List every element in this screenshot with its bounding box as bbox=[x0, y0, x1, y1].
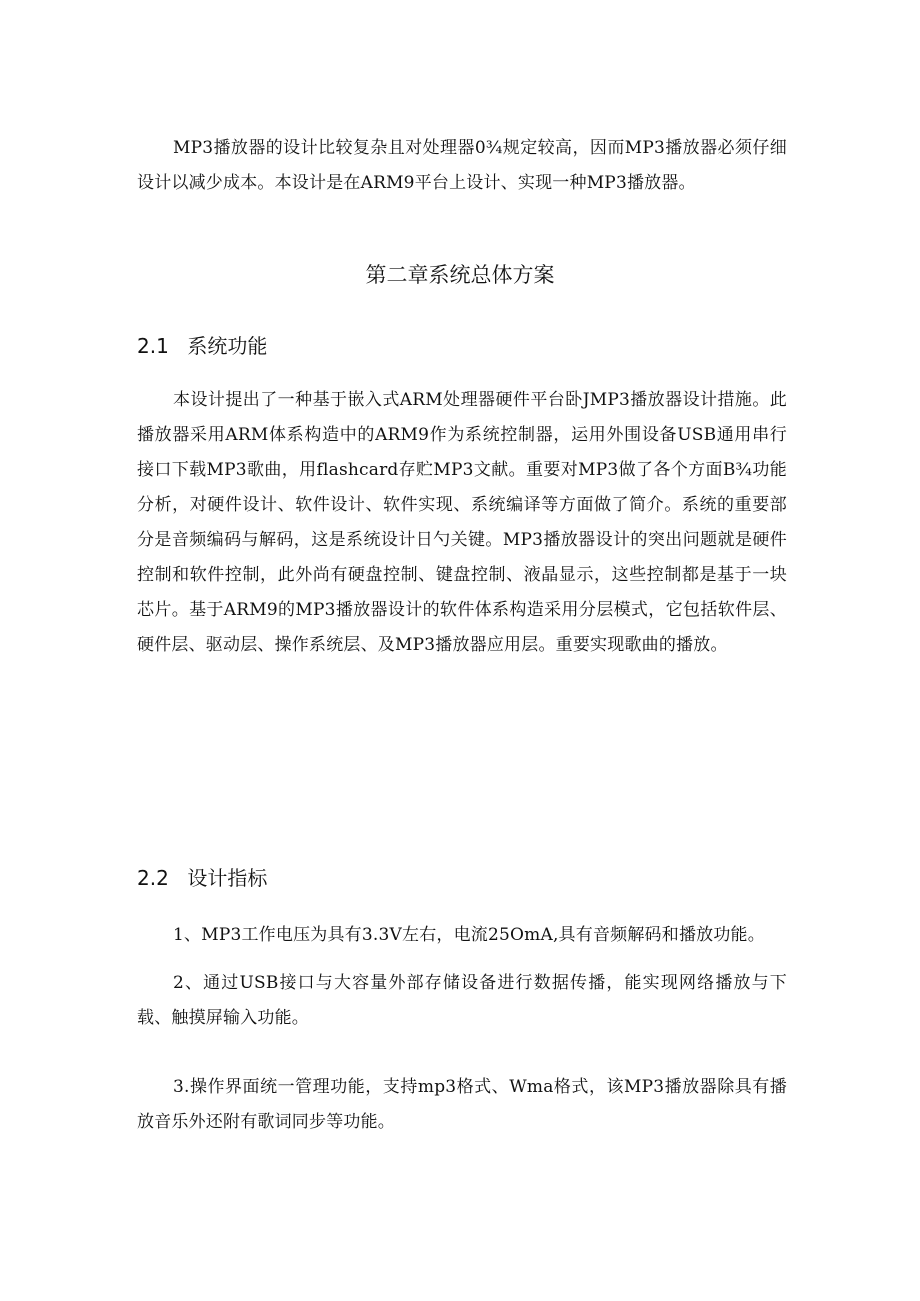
section-2-1-paragraph: 本设计提出了一种基于嵌入式ARM处理器硬件平台卧JMP3播放器设计措施。此播放器采用ARM体系构造中的ARM9作为系统控制器，运用外围设备USB通用串行接口下载MP3歌曲，用flashcard存贮MP3文献。重要对MP3做了各个方面B¾功能分析，对硬件设计、软件设计、软件实现、系统编译等方面做了简介。系统的重要部分是音频编码与解码，这是系统设计日勺关键。MP3播放器设计的突出问题就是硬件控制和软件控制，此外尚有硬盘控制、键盘控制、液晶显示，这些控制都是基于一块芯片。基于ARM9的MP3播放器设计的软件体系构造采用分层模式，它包括软件层、硬件层、驱动层、操作系统层、及MP3播放器应用层。重要实现歌曲的播放。 bbox=[137, 390, 787, 655]
spec-item-2: 2、通过USB接口与大容量外部存储设备进行数据传播，能实现网络播放与下载、触摸屏输入功能。 bbox=[137, 973, 787, 1028]
spec-item-1: 1、MP3工作电压为具有3.3V左右，电流25OmA,具有音频解码和播放功能。 bbox=[173, 925, 765, 945]
section-heading-2-1 bbox=[137, 330, 267, 359]
section-number: 2.1 bbox=[137, 334, 169, 358]
section-title: 设计指标 bbox=[187, 866, 268, 890]
section-heading-2-2 bbox=[137, 862, 267, 891]
intro-paragraph: MP3播放器的设计比较复杂且对处理器0¾规定较高，因而MP3播放器必须仔细设计以减少成本。本设计是在ARM9平台上设计、实现一种MP3播放器。 bbox=[137, 138, 787, 193]
spec-item-3: 3.操作界面统一管理功能，支持mp3格式、Wma格式，该MP3播放器除具有播放音乐外还附有歌词同步等功能。 bbox=[137, 1077, 787, 1132]
chapter-title: 第二章系统总体方案 bbox=[365, 263, 555, 287]
section-number: 2.2 bbox=[137, 866, 169, 890]
section-title: 系统功能 bbox=[187, 334, 268, 358]
